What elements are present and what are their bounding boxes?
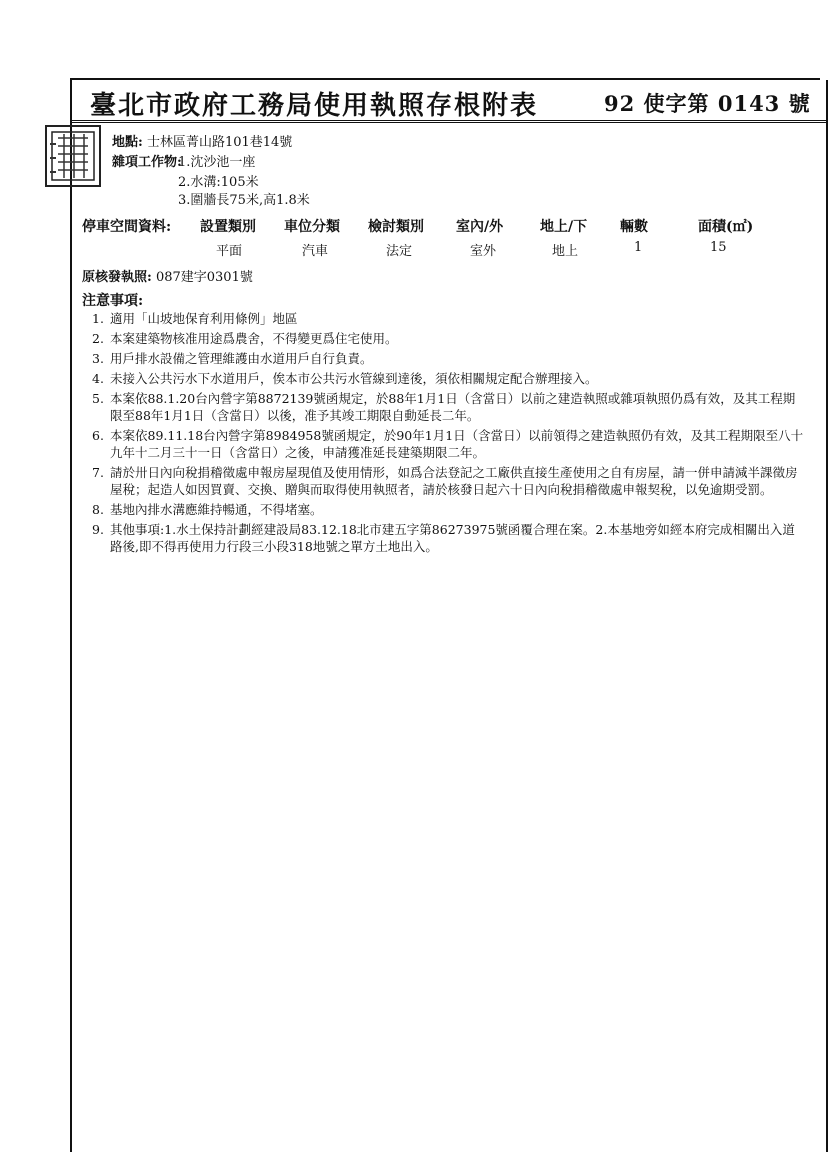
parking-header-4: 室內/外 [456, 219, 504, 235]
note-text: 本案建築物核准用途爲農舍，不得變更爲住宅使用。 [110, 331, 398, 346]
parking-value-4: 室外 [470, 244, 497, 259]
parking-value-3: 法定 [386, 244, 413, 259]
notes-title: 注意事項: [82, 293, 144, 309]
note-text: 請於卅日內向稅捐稽徵處申報房屋現值及使用情形，如爲合法登記之工廠供直接生產使用之自有房屋，請一併申請減半課徵房屋稅；起造人如因買賣、交換、贈與而取得使用執照者，請於核發日起六十日內向稅捐稽徵處申報契稅，以免逾期受罰。 [110, 465, 798, 497]
location-label: 地點: [112, 135, 143, 150]
note-item [92, 501, 804, 518]
parking-header-3: 檢討類別 [368, 219, 424, 235]
note-item [92, 330, 804, 347]
note-number: 2. [92, 331, 104, 346]
note-number: 6. [92, 428, 104, 443]
note-text: 本案依89.11.18台內營字第8984958號函規定，於90年1月1日（含當日）以前領得之建造執照仍有效，及其工程期限至八十九年十二月三十一日（含當日）之後，申請獲准延長建築期限二年。 [110, 428, 804, 460]
works-item-3: 3.圍牆長75米,高1.8米 [178, 193, 310, 208]
works-row [112, 154, 182, 172]
page-title: 臺北市政府工務局使用執照存根附表 [90, 91, 539, 121]
note-text: 本案依88.1.20台內營字第8872139號函規定，於88年1月1日（含當日）以前之建造執照或雜項執照仍爲有效，及其工程期限至88年1月1日（含當日）以後，准予其竣工期限自動延長二年。 [110, 391, 796, 423]
parking-value-1: 平面 [216, 244, 243, 259]
note-number: 8. [92, 502, 104, 517]
seal-stamp-icon [44, 124, 102, 188]
note-number: 9. [92, 522, 104, 537]
original-license-row [82, 266, 253, 285]
parking-header-7: 面積(㎡) [698, 219, 754, 235]
note-number: 4. [92, 371, 104, 386]
document-number: 92 使字第 0143 號 [604, 91, 811, 116]
works-item-2: 2.水溝:105米 [178, 175, 259, 190]
note-item [92, 464, 804, 498]
note-number: 1. [92, 311, 104, 326]
parking-label: 停車空間資料: [82, 219, 172, 235]
note-text: 基地內排水溝應維持暢通，不得堵塞。 [110, 502, 323, 517]
parking-value-2: 汽車 [302, 244, 329, 259]
location-row [112, 134, 292, 152]
note-text: 適用「山坡地保育利用條例」地區 [110, 311, 298, 326]
parking-header-5: 地上/下 [540, 219, 588, 235]
note-item [92, 427, 804, 461]
parking-value-7: 15 [710, 240, 727, 255]
note-text: 未接入公共污水下水道用戶，俟本市公共污水管線到達後，須依相關規定配合辦理接入。 [110, 371, 598, 386]
note-item [92, 521, 804, 555]
notes-list [92, 310, 804, 558]
parking-header-6: 輛數 [620, 219, 648, 235]
original-license-value: 087建字0301號 [155, 270, 253, 285]
parking-value-6: 1 [634, 240, 643, 255]
parking-header-1: 設置類別 [200, 219, 256, 235]
parking-header-2: 車位分類 [284, 219, 340, 235]
page-frame [70, 78, 820, 1152]
location-value: 士林區菁山路101巷14號 [146, 135, 293, 150]
works-label: 雜項工作物: [112, 155, 182, 170]
note-number: 7. [92, 465, 104, 480]
note-item [92, 310, 804, 327]
note-number: 3. [92, 351, 104, 366]
note-item [92, 370, 804, 387]
title-row [70, 82, 826, 123]
note-number: 5. [92, 391, 104, 406]
note-item [92, 390, 804, 424]
note-text: 其他事項:1.水土保持計劃經建設局83.12.18北市建五字第86273975號函覆合理在案。2.本基地旁如經本府完成相關出入道路後,即不得再使用力行段三小段318地號之單方土地出入。 [110, 522, 795, 554]
note-item [92, 350, 804, 367]
original-license-label: 原核發執照: [82, 270, 152, 285]
works-item-1: 1.沈沙池一座 [178, 155, 256, 170]
note-text: 用戶排水設備之管理維護由水道用戶自行負責。 [110, 351, 373, 366]
parking-value-5: 地上 [552, 244, 579, 259]
